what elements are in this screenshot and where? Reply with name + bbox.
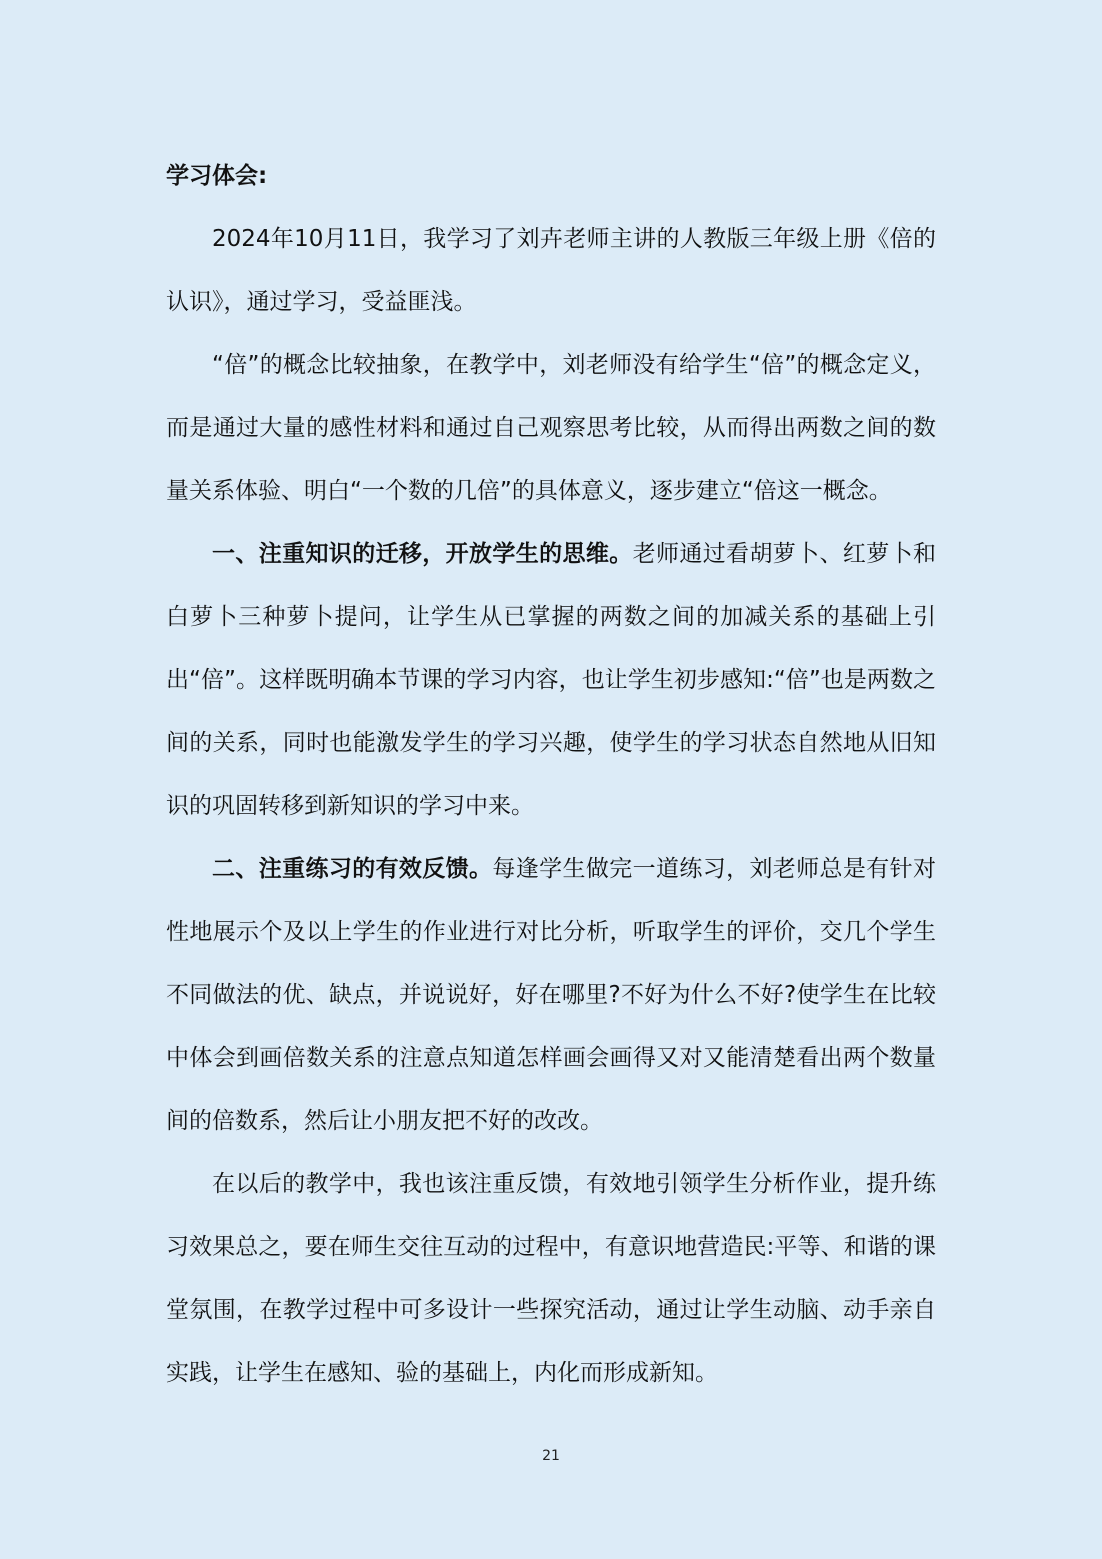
- paragraph-text: 在以后的教学中，我也该注重反馈，有效地引领学生分析作业，提升练习效果总之，要在师生交往互动的过程中，有意识地营造民:平等、和谐的课堂氛围，在教学过程中可多设计一些探究活动，通过让学生动脑、动手亲自实践，让学生在感知、验的基础上，内化而形成新知。: [166, 1171, 936, 1386]
- paragraph-point-one: [166, 523, 936, 838]
- section-heading: 学习体会:: [166, 163, 268, 189]
- paragraph-concept: [166, 334, 936, 523]
- paragraph-text: “倍”的概念比较抽象，在教学中，刘老师没有给学生“倍”的概念定义，而是通过大量的感性材料和通过自己观察思考比较，从而得出两数之间的数量关系体验、明白“一个数的几倍”的具体意义，逐步建立“倍这一概念。: [166, 352, 936, 504]
- paragraph-lead: 一、注重知识的迁移，开放学生的思维。: [212, 541, 633, 567]
- paragraph-text: 2024年10月11日，我学习了刘卉老师主讲的人教版三年级上册《倍的认识》，通过学习，受益匪浅。: [166, 226, 936, 315]
- paragraph-point-two: [166, 838, 936, 1153]
- paragraph-lead: 二、注重练习的有效反馈。: [212, 856, 493, 882]
- document-body: [166, 145, 936, 1405]
- paragraph-conclusion: [166, 1153, 936, 1405]
- paragraph-text: 老师通过看胡萝卜、红萝卜和白萝卜三种萝卜提问，让学生从已掌握的两数之间的加减关系的基础上引出“倍”。这样既明确本节课的学习内容，也让学生初步感知:“倍”也是两数之间的关系，同时也能激发学生的学习兴趣，使学生的学习状态自然地从旧知识的巩固转移到新知识的学习中来。: [166, 541, 937, 819]
- paragraph-intro: [166, 208, 936, 334]
- paragraph-text: 每逢学生做完一道练习，刘老师总是有针对性地展示个及以上学生的作业进行对比分析，听取学生的评价，交几个学生不同做法的优、缺点，并说说好，好在哪里?不好为什么不好?使学生在比较中体会到画倍数关系的注意点知道怎样画会画得又对又能清楚看出两个数量间的倍数系，然后让小朋友把不好的改改。: [166, 856, 937, 1134]
- page-number: 21: [542, 1448, 560, 1464]
